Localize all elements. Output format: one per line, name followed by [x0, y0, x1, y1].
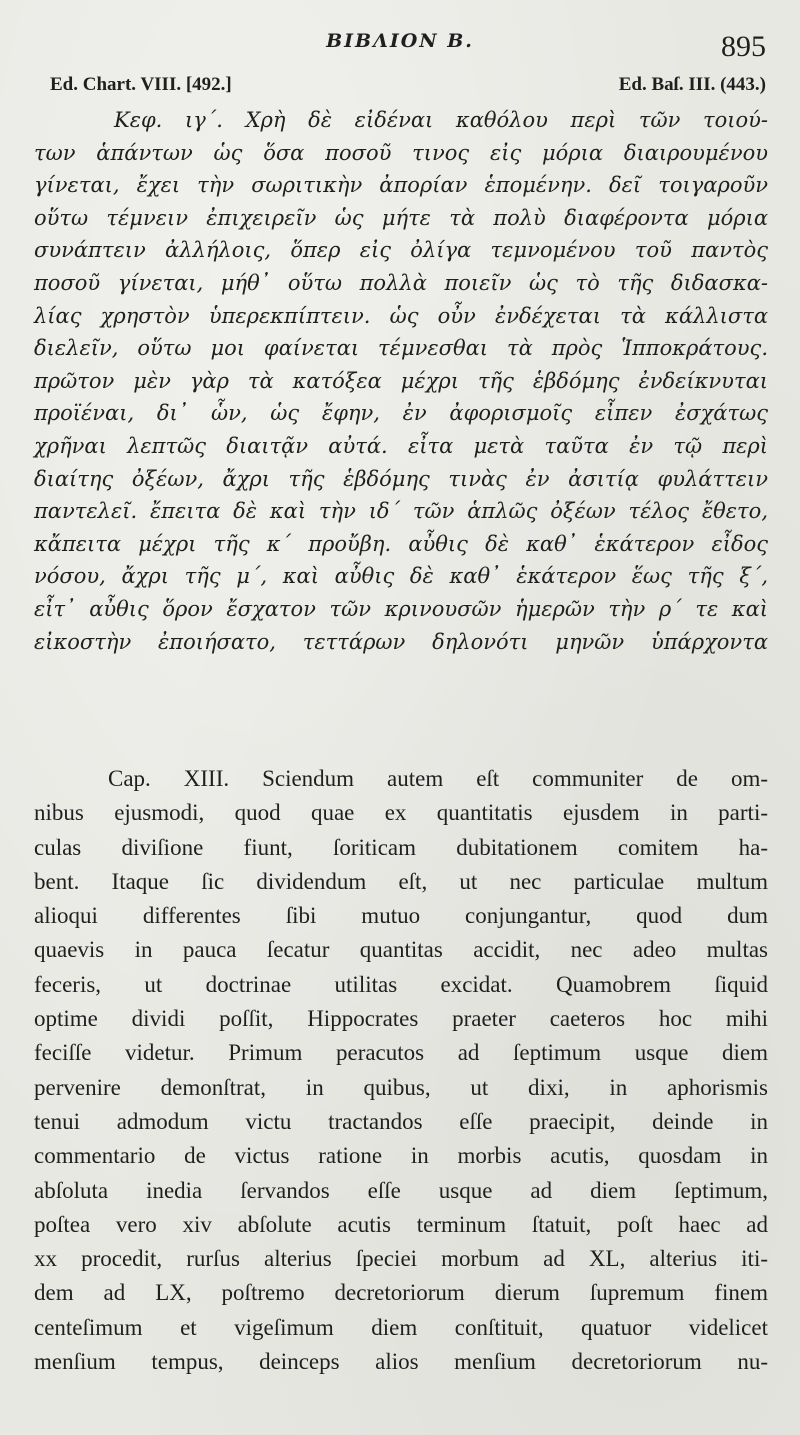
greek-line: παντελεῖ. ἔπειτα δὲ καὶ τὴν ιδ΄ τῶν ἁπλῶς ὀξέων τέλος ἔθετο,: [34, 499, 768, 524]
greek-line: προϊέναι, δι᾽ ὧν, ὡς ἔφην, ἐν ἀφορισμοῖς εἶπεν ἐσχάτως: [34, 401, 768, 426]
latin-line: nibus ejusmodi, quod quae ex quantitatis ejusdem in parti-: [34, 800, 768, 826]
latin-line: centeſimum et vigeſimum diem conſtituit, quatuor videlicet: [34, 1314, 768, 1340]
latin-line: alioqui differentes ſibi mutuo conjungantur, quod dum: [34, 903, 768, 929]
right-edition-reference: Ed. Baſ. III. (443.): [618, 74, 766, 95]
greek-line: των ἁπάντων ὡς ὅσα ποσοῦ τινος εἰς μόρια διαιρουμένου: [34, 140, 768, 165]
greek-line: Κεφ. ιγ΄. Χρὴ δὲ εἰδέναι καθόλου περὶ τῶν τοιού-: [114, 108, 768, 132]
latin-line: abſoluta inedia ſervandos eſſe usque ad diem ſeptimum,: [34, 1177, 768, 1203]
page-number: 895: [721, 30, 766, 63]
greek-line: πρῶτον μὲν γὰρ τὰ κατόξεα μέχρι τῆς ἑβδόμης ἐνδείκνυται: [34, 368, 768, 393]
greek-line: κἄπειτα μέχρι τῆς κ΄ προὔβη. αὖθις δὲ καθ᾽ ἑκάτερον εἶδος: [34, 531, 768, 556]
latin-line: Cap. XIII. Sciendum autem eſt communiter de om-: [108, 766, 768, 791]
latin-line: feceris, ut doctrinae utilitas excidat. Quamobrem ſiquid: [34, 971, 768, 997]
greek-line: χρῆναι λεπτῶς διαιτᾷν αὐτά. εἶτα μετὰ ταῦτα ἐν τῷ περὶ: [34, 433, 768, 458]
latin-line: tenui admodum victu tractandos eſſe praecipit, deinde in: [34, 1108, 768, 1134]
latin-line: pervenire demonſtrat, in quibus, ut dixi, in aphorismis: [34, 1074, 768, 1100]
latin-line: dem ad LX, poſtremo decretoriorum dierum ſupremum finem: [34, 1280, 768, 1306]
left-edition-reference: Ed. Chart. VIII. [492.]: [50, 74, 232, 95]
greek-line: εἰκοστὴν ἐποιήσατο, τεττάρων δηλονότι μηνῶν ὑπάρχοντα: [34, 629, 768, 654]
greek-line: διαίτης ὀξέων, ἄχρι τῆς ἑβδόμης τινὰς ἐν ἀσιτίᾳ φυλάττειν: [34, 466, 768, 491]
latin-text-block: [34, 762, 768, 1379]
latin-line: poſtea vero xiv abſolute acutis terminum ſtatuit, poſt haec ad: [34, 1211, 768, 1237]
latin-line: menſium tempus, deinceps alios menſium decretoriorum nu-: [34, 1349, 768, 1375]
latin-line: culas diviſione fiunt, ſoriticam dubitationem comitem ha-: [34, 834, 768, 860]
latin-line: bent. Itaque ſic dividendum eſt, ut nec particulae multum: [34, 868, 768, 894]
running-title: BIBΛΙΟΝ B.: [326, 30, 474, 52]
greek-line: γίνεται, ἔχει τὴν σωριτικὴν ἀπορίαν ἑπομένην. δεῖ τοιγαροῦν: [34, 173, 768, 198]
greek-line: συνάπτειν ἀλλήλοις, ὅπερ εἰς ὀλίγα τεμνομένου τοῦ παντὸς: [34, 238, 768, 263]
greek-text-block: [34, 104, 768, 658]
greek-line: ποσοῦ γίνεται, μήθ᾽ οὕτω πολλὰ ποιεῖν ὡς τὸ τῆς διδασκα-: [34, 270, 768, 295]
edition-reference-row: [50, 74, 766, 96]
latin-line: quaevis in pauca ſecatur quantitas accidit, nec adeo multas: [34, 937, 768, 963]
latin-line: commentario de victus ratione in morbis acutis, quosdam in: [34, 1143, 768, 1169]
latin-line: optime dividi poſſit, Hippocrates praeter caeteros hoc mihi: [34, 1006, 768, 1032]
greek-line: οὕτω τέμνειν ἐπιχειρεῖν ὡς μήτε τὰ πολὺ διαφέροντα μόρια: [34, 205, 768, 230]
latin-line: xx procedit, rurſus alterius ſpeciei morbum ad XL, alterius iti-: [34, 1246, 768, 1272]
greek-line: λίας χρηστὸν ὑπερεκπίπτειν. ὡς οὖν ἐνδέχεται τὰ κάλλιστα: [34, 303, 768, 328]
greek-line: διελεῖν, οὕτω μοι φαίνεται τέμνεσθαι τὰ πρὸς Ἱπποκράτους.: [34, 336, 768, 361]
greek-line: εἶτ᾽ αὖθις ὅρον ἔσχατον τῶν κρινουσῶν ἡμερῶν τὴν ρ΄ τε καὶ: [34, 596, 768, 621]
greek-line: νόσου, ἄχρι τῆς μ΄, καὶ αὖθις δὲ καθ᾽ ἑκάτερον ἕως τῆς ξ΄,: [34, 564, 768, 589]
latin-line: feciſſe videtur. Primum peracutos ad ſeptimum usque diem: [34, 1040, 768, 1066]
